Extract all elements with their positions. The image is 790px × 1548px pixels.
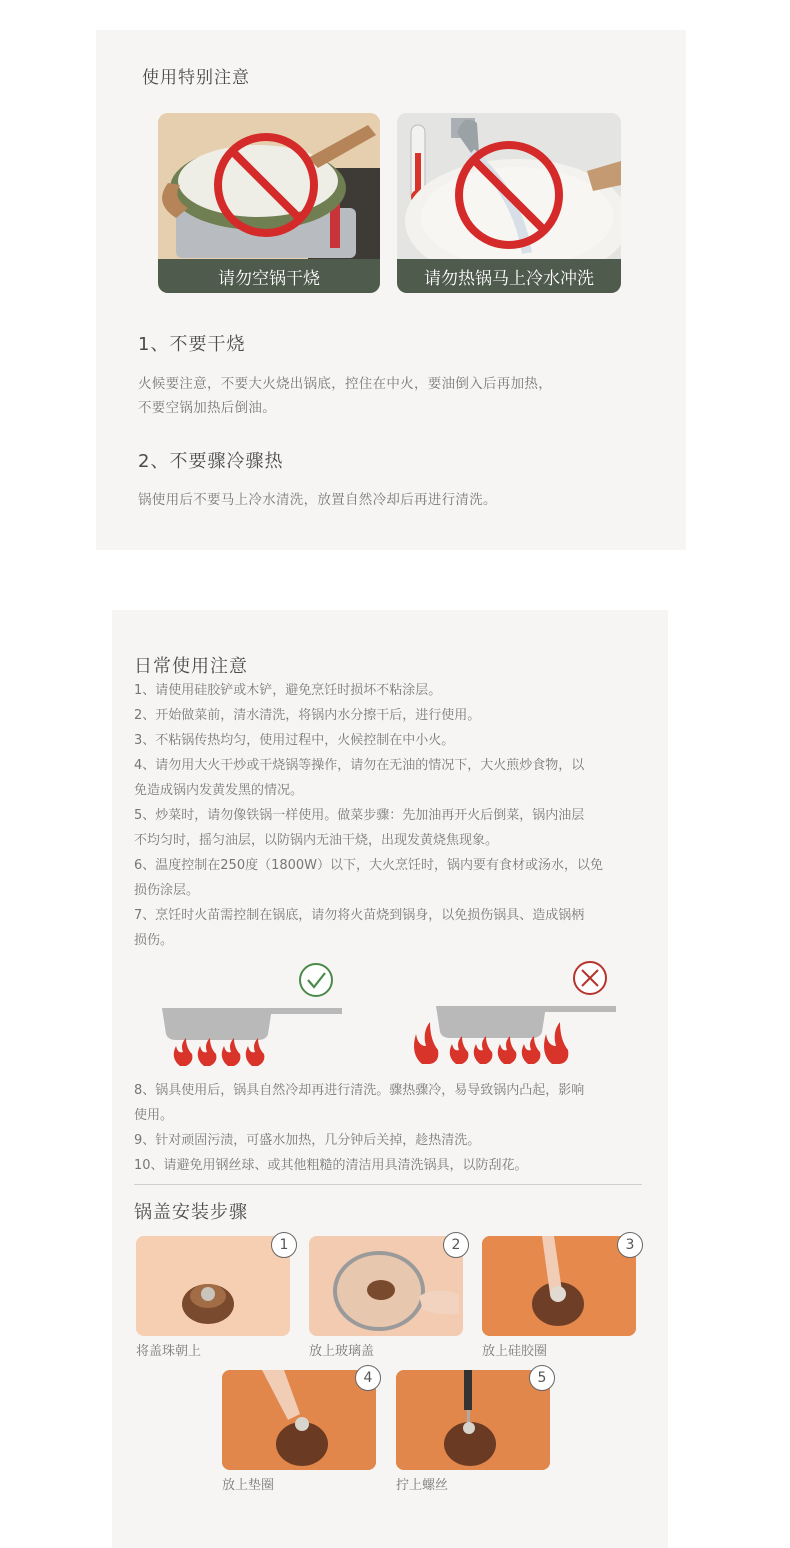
photo-hot-pan-cold-water bbox=[397, 113, 621, 293]
list-item: 损伤。 bbox=[134, 933, 174, 948]
step-photo-4 bbox=[222, 1370, 376, 1470]
correct-pan-icon bbox=[162, 1008, 342, 1040]
photo-empty-pan-heating bbox=[158, 113, 380, 293]
list-item: 5、炒菜时，请勿像铁锅一样使用。做菜步骤：先加油再开火后倒菜，锅内油层 bbox=[134, 808, 585, 823]
list-item: 不均匀时，摇匀油层，以防锅内无油干烧，出现发黄烧焦现象。 bbox=[134, 833, 499, 848]
divider bbox=[134, 1184, 642, 1185]
step-label: 拧上螺丝 bbox=[396, 1478, 449, 1493]
list-item: 8、锅具使用后，锅具自然冷却再进行清洗。骤热骤冷，易导致锅内凸起，影响 bbox=[134, 1083, 585, 1098]
paragraph-line: 锅使用后不要马上冷水清洗，放置自然冷却后再进行清洗。 bbox=[138, 492, 497, 508]
step-number-badge: 3 bbox=[617, 1232, 643, 1258]
paragraph-line: 火候要注意，不要大火烧出锅底，控住在中火，要油倒入后再加热， bbox=[138, 376, 552, 392]
list-item: 使用。 bbox=[134, 1108, 174, 1123]
section-heading-no-dry-heating: 1、不要干烧 bbox=[138, 334, 246, 355]
paragraph-line: 不要空锅加热后倒油。 bbox=[138, 400, 276, 416]
list-item: 9、针对顽固污渍，可盛水加热，几分钟后关掉，趁热清洗。 bbox=[134, 1133, 481, 1148]
step-label: 放上玻璃盖 bbox=[309, 1344, 375, 1359]
photo-caption-bar bbox=[158, 259, 380, 293]
step-photo-2 bbox=[309, 1236, 463, 1336]
section-heading-no-sudden-temperature: 2、不要骤冷骤热 bbox=[138, 451, 284, 472]
step-number-badge: 1 bbox=[271, 1232, 297, 1258]
special-notes-title: 使用特别注意 bbox=[142, 68, 250, 88]
flame-control-diagram bbox=[150, 960, 620, 1072]
check-circle-icon bbox=[300, 964, 332, 996]
flame-icon bbox=[174, 1038, 265, 1066]
x-circle-icon bbox=[574, 962, 606, 994]
list-item: 4、请勿用大火干炒或干烧锅等操作，请勿在无油的情况下，大火煎炒食物，以 bbox=[134, 758, 585, 773]
list-item: 6、温度控制在250度（1800W）以下，大火烹饪时，锅内要有食材或汤水，以免 bbox=[134, 858, 604, 873]
list-item: 3、不粘锅传热均匀，使用过程中，火候控制在中小火。 bbox=[134, 733, 455, 748]
step-photo-3 bbox=[482, 1236, 636, 1336]
step-number-badge: 4 bbox=[355, 1365, 381, 1391]
lid-install-title: 锅盖安装步骤 bbox=[134, 1202, 248, 1223]
photo-caption: 请勿空锅干烧 bbox=[218, 268, 320, 289]
step-photo-5 bbox=[396, 1370, 550, 1470]
list-item: 免造成锅内发黄发黑的情况。 bbox=[134, 783, 304, 798]
step-photo-1 bbox=[136, 1236, 290, 1336]
daily-notes-title: 日常使用注意 bbox=[134, 656, 248, 677]
step-number-badge: 2 bbox=[443, 1232, 469, 1258]
step-number-badge: 5 bbox=[529, 1365, 555, 1391]
step-label: 放上硅胶圈 bbox=[482, 1344, 548, 1359]
photo-caption-bar bbox=[397, 259, 621, 293]
list-item: 10、请避免用钢丝球、或其他粗糙的清洁用具清洗锅具，以防刮花。 bbox=[134, 1158, 528, 1173]
step-label: 放上垫圈 bbox=[222, 1478, 275, 1493]
list-item: 1、请使用硅胶铲或木铲，避免烹饪时损坏不粘涂层。 bbox=[134, 683, 442, 698]
list-item: 2、开始做菜前，清水清洗，将锅内水分擦干后，进行使用。 bbox=[134, 708, 481, 723]
list-item: 7、烹饪时火苗需控制在锅底，请勿将火苗烧到锅身，以免损伤锅具、造成锅柄 bbox=[134, 908, 585, 923]
wrong-pan-icon bbox=[436, 1006, 616, 1038]
photo-caption: 请勿热锅马上冷水冲洗 bbox=[424, 268, 594, 289]
list-item: 损伤涂层。 bbox=[134, 883, 200, 898]
step-label: 将盖珠朝上 bbox=[136, 1344, 202, 1359]
